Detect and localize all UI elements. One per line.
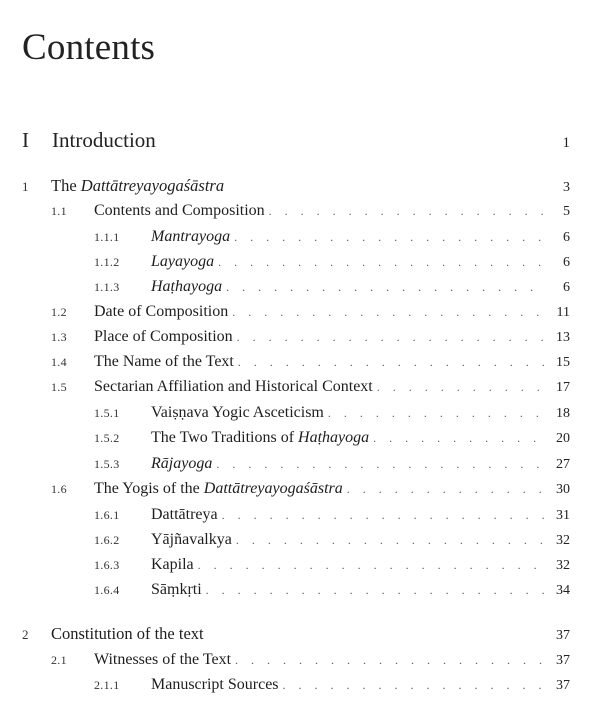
- toc-entry-2-1-1[interactable]: [94, 674, 570, 696]
- entry-number: 1: [22, 179, 29, 194]
- entry-page-number: 31: [556, 508, 570, 523]
- entry-number: 1.1.2: [94, 255, 120, 269]
- entry-page-number: 3: [563, 180, 570, 195]
- toc-entry-1-1-2[interactable]: [94, 251, 570, 273]
- entry-number: 1.6.2: [94, 533, 120, 547]
- entry-title: Witnesses of the Text: [94, 651, 232, 668]
- entry-title: Manuscript Sources: [151, 676, 279, 693]
- part-title: Introduction: [52, 128, 156, 152]
- dot-leader: [269, 200, 546, 222]
- dot-leader: [235, 649, 546, 671]
- part-page-number: 1: [562, 135, 570, 151]
- entry-title: Kapila: [151, 556, 194, 573]
- toc-entry-1-6-4[interactable]: [94, 579, 570, 601]
- entry-number: 1.5.1: [94, 406, 120, 420]
- entry-number: 1.6.1: [94, 508, 120, 522]
- entry-title: Date of Composition: [94, 303, 229, 320]
- toc-entry-1-5-3[interactable]: [94, 453, 570, 475]
- toc-entry-1-5-1[interactable]: [94, 402, 570, 424]
- toc-entry-chapter-1[interactable]: [22, 175, 570, 197]
- entry-number: 1.6: [51, 482, 67, 496]
- toc-entry-chapter-2[interactable]: [22, 623, 570, 645]
- toc-part-introduction[interactable]: [22, 128, 570, 156]
- entry-number: 1.1.1: [94, 230, 120, 244]
- entry-page-number: 32: [556, 533, 570, 548]
- dot-leader: [377, 376, 546, 398]
- entry-title: Dattātreya: [151, 506, 218, 523]
- entry-page-number: 18: [556, 406, 570, 421]
- entry-title: Constitution of the text: [51, 624, 204, 643]
- toc-entry-1-6-2[interactable]: [94, 529, 570, 551]
- dot-leader: [236, 529, 546, 551]
- toc-entry-1-2[interactable]: [51, 301, 570, 323]
- entry-page-number: 32: [556, 558, 570, 573]
- entry-page-number: 6: [563, 230, 570, 245]
- toc-entry-1-1-3[interactable]: [94, 276, 570, 298]
- dot-leader: [222, 504, 546, 526]
- entry-title: Yājñavalkya: [151, 531, 232, 548]
- dot-leader: [216, 453, 546, 475]
- entry-number: 2.1: [51, 653, 67, 667]
- entry-title: Haṭhayoga: [151, 278, 223, 295]
- dot-leader: [328, 402, 546, 424]
- page-title: Contents: [22, 27, 156, 68]
- entry-title: The Two Traditions of Haṭhayoga: [151, 429, 370, 446]
- part-number: I: [22, 128, 29, 152]
- entry-page-number: 15: [556, 355, 570, 370]
- entry-number: 1.4: [51, 355, 67, 369]
- entry-number: 2.1.1: [94, 678, 120, 692]
- toc-entry-1-5[interactable]: [51, 376, 570, 398]
- entry-title: Rājayoga: [151, 455, 213, 472]
- toc-entry-1-6[interactable]: [51, 478, 570, 500]
- entry-title: Sāṃkṛti: [151, 581, 202, 598]
- entry-page-number: 6: [563, 280, 570, 295]
- dot-leader: [206, 579, 546, 601]
- toc-entry-1-5-2[interactable]: [94, 427, 570, 449]
- entry-number: 1.6.4: [94, 583, 120, 597]
- entry-number: 1.2: [51, 305, 67, 319]
- entry-title: The Name of the Text: [94, 353, 234, 370]
- entry-page-number: 17: [556, 380, 570, 395]
- dot-leader: [232, 301, 546, 323]
- entry-title: The Dattātreyayogaśāstra: [51, 176, 225, 195]
- entry-page-number: 13: [556, 330, 570, 345]
- entry-number: 2: [22, 627, 29, 642]
- toc-entry-2-1[interactable]: [51, 649, 570, 671]
- entry-title: Contents and Composition: [94, 202, 265, 219]
- dot-leader: [238, 351, 546, 373]
- dot-leader: [283, 674, 546, 696]
- dot-leader: [218, 251, 546, 273]
- entry-page-number: 37: [556, 653, 570, 668]
- dot-leader: [226, 276, 546, 298]
- entry-number: 1.5.2: [94, 431, 120, 445]
- entry-number: 1.1.3: [94, 280, 120, 294]
- entry-page-number: 5: [563, 204, 570, 219]
- entry-page-number: 20: [556, 431, 570, 446]
- dot-leader: [347, 478, 546, 500]
- toc-entry-1-1-1[interactable]: [94, 226, 570, 248]
- toc-entry-1-3[interactable]: [51, 326, 570, 348]
- dot-leader: [234, 226, 546, 248]
- entry-page-number: 27: [556, 457, 570, 472]
- entry-number: 1.5.3: [94, 457, 120, 471]
- entry-title: Vaiṣṇava Yogic Asceticism: [151, 404, 324, 421]
- entry-title: Sectarian Affiliation and Historical Context: [94, 378, 373, 395]
- entry-title: Layayoga: [151, 253, 215, 270]
- entry-page-number: 34: [556, 583, 570, 598]
- entry-page-number: 11: [556, 305, 570, 320]
- toc-entry-1-4[interactable]: [51, 351, 570, 373]
- dot-leader: [237, 326, 546, 348]
- toc-entry-1-6-1[interactable]: [94, 504, 570, 526]
- entry-page-number: 37: [556, 678, 570, 693]
- entry-page-number: 30: [556, 482, 570, 497]
- entry-title: The Yogis of the Dattātreyayogaśāstra: [94, 480, 343, 497]
- entry-number: 1.3: [51, 330, 67, 344]
- toc-entry-1-6-3[interactable]: [94, 554, 570, 576]
- entry-page-number: 37: [556, 628, 570, 643]
- entry-title: Place of Composition: [94, 328, 233, 345]
- entry-title: Mantrayoga: [151, 228, 231, 245]
- dot-leader: [373, 427, 546, 449]
- entry-number: 1.6.3: [94, 558, 120, 572]
- entry-page-number: 6: [563, 255, 570, 270]
- entry-number: 1.5: [51, 380, 67, 394]
- dot-leader: [198, 554, 546, 576]
- toc-entry-1-1[interactable]: [51, 200, 570, 222]
- entry-number: 1.1: [51, 204, 67, 218]
